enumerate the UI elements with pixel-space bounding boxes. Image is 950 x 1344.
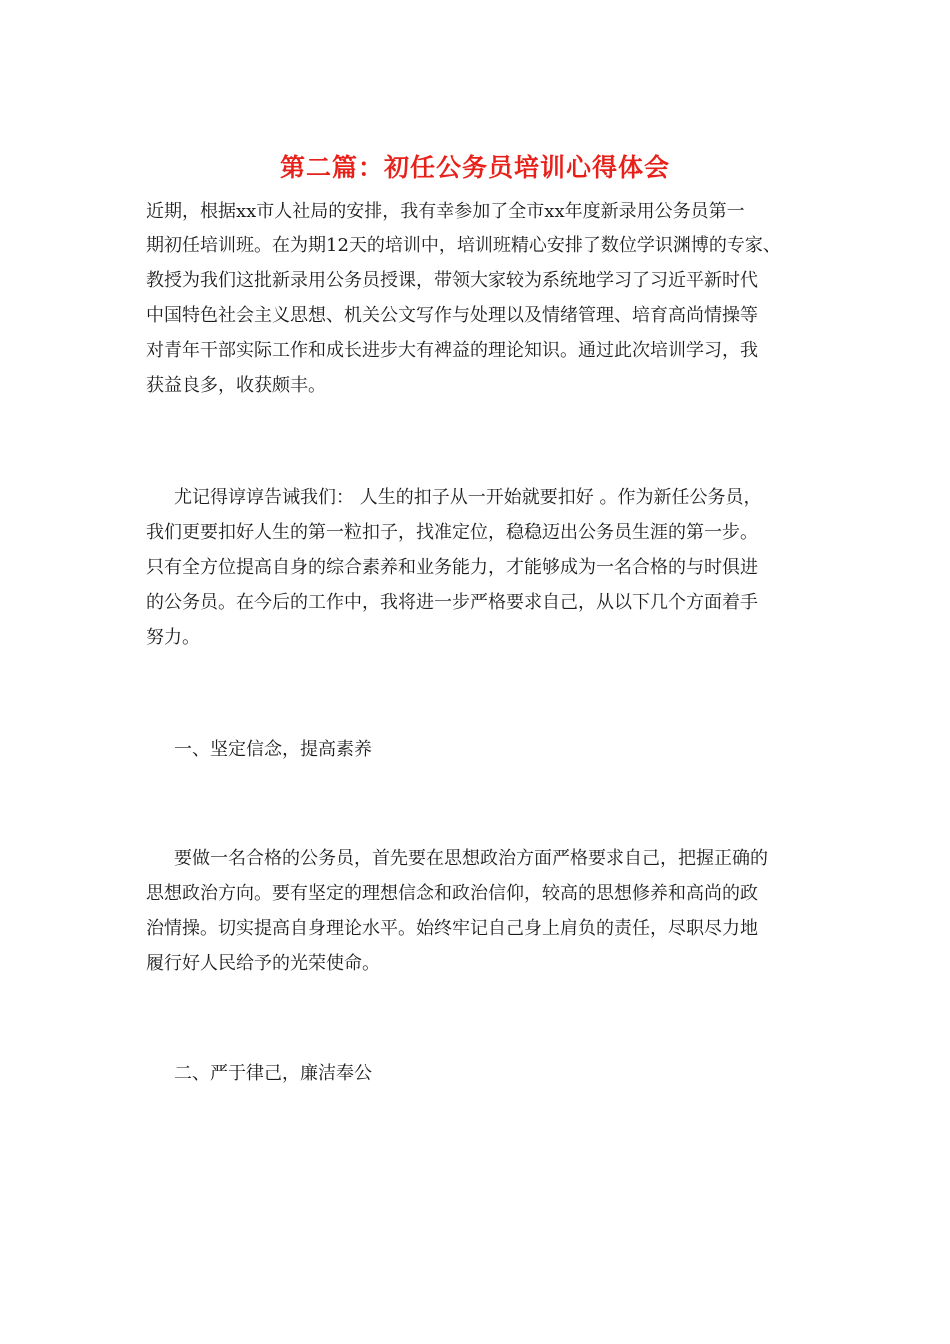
paragraph-3-line-3: 治情操。切实提高自身理论水平。始终牢记自己身上肩负的责任，尽职尽力地 xyxy=(146,918,758,939)
paragraph-1-line-5: 对青年干部实际工作和成长进步大有裨益的理论知识。通过此次培训学习，我 xyxy=(146,340,758,361)
paragraph-1-line-3: 教授为我们这批新录用公务员授课，带领大家较为系统地学习了习近平新时代 xyxy=(146,270,758,291)
paragraph-1-line-6: 获益良多，收获颇丰。 xyxy=(146,375,326,396)
paragraph-3-line-4: 履行好人民给予的光荣使命。 xyxy=(146,953,380,974)
section-heading-2: 二、严于律己，廉洁奉公 xyxy=(174,1063,372,1084)
document-title: 第二篇：初任公务员培训心得体会 xyxy=(279,153,670,182)
section-heading-1: 一、坚定信念，提高素养 xyxy=(174,739,372,760)
paragraph-1-line-2: 期初任培训班。在为期12天的培训中，培训班精心安排了数位学识渊博的专家、 xyxy=(146,235,781,256)
paragraph-2-line-5: 努力。 xyxy=(146,627,200,648)
paragraph-2-line-1: 尤记得谆谆告诫我们： 人生的扣子从一开始就要扣好 。作为新任公务员， xyxy=(174,487,762,508)
paragraph-2-line-4: 的公务员。在今后的工作中，我将进一步严格要求自己，从以下几个方面着手 xyxy=(146,592,758,613)
paragraph-1-line-1: 近期，根据xx市人社局的安排，我有幸参加了全市xx年度新录用公务员第一 xyxy=(146,201,745,222)
paragraph-3-line-2: 思想政治方向。要有坚定的理想信念和政治信仰，较高的思想修养和高尚的政 xyxy=(146,883,758,904)
paragraph-2-line-3: 只有全方位提高自身的综合素养和业务能力，才能够成为一名合格的与时俱进 xyxy=(146,557,758,578)
paragraph-3-line-1: 要做一名合格的公务员，首先要在思想政治方面严格要求自己，把握正确的 xyxy=(174,848,768,869)
paragraph-2-line-2: 我们更要扣好人生的第一粒扣子，找准定位，稳稳迈出公务员生涯的第一步。 xyxy=(146,522,758,543)
paragraph-1-line-4: 中国特色社会主义思想、机关公文写作与处理以及情绪管理、培育高尚情操等 xyxy=(146,305,758,326)
